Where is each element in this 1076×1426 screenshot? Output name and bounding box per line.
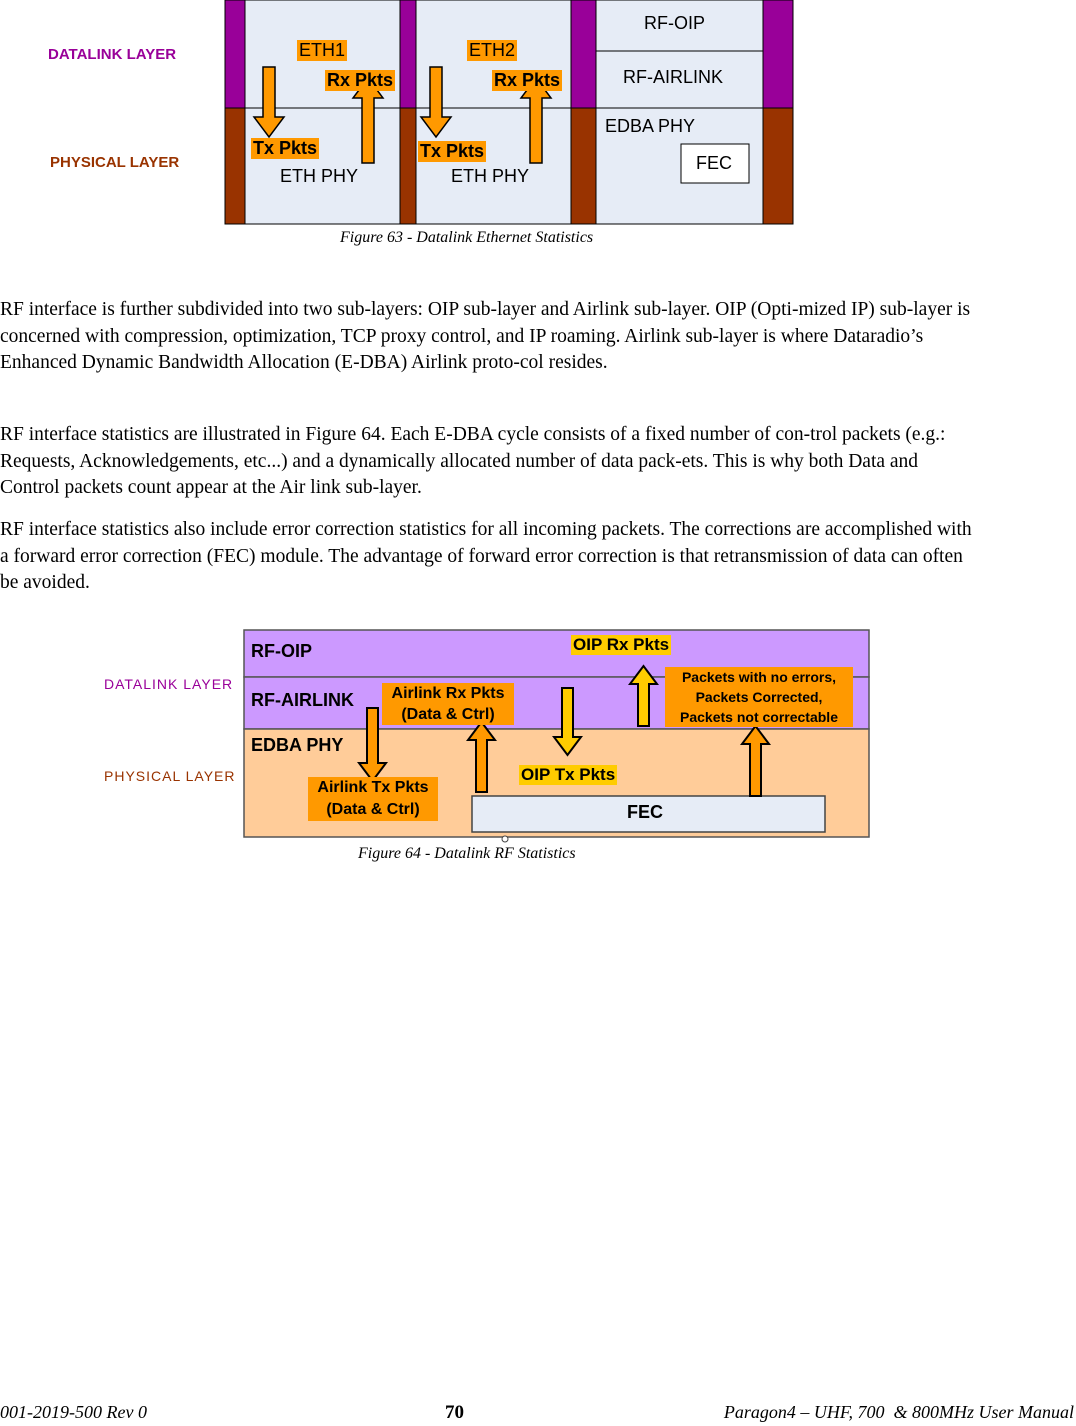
separator-bar-top xyxy=(225,0,245,108)
fec-stats-label xyxy=(665,667,853,727)
separator-bar-top xyxy=(571,0,596,108)
separator-bar-bottom xyxy=(225,108,245,224)
eth2-phy-label: ETH PHY xyxy=(451,166,530,186)
airlink-rx-line-1: Airlink Rx Pkts xyxy=(391,685,505,702)
paragraph-rf-sublayers: RF interface is further subdivided into two sub-layers: OIP sub-layer and Airlink sub-layer. OIP (Opti-mized IP) sub-layer is concerned with compression, optimization, TCP proxy control, and IP roaming. Airlink sub-layer is where Dataradio’s Enhanced Dynamic Bandwidth Allocation (E-DBA) Airlink proto-col resides. xyxy=(0,299,971,373)
eth2-rx-label: Rx Pkts xyxy=(494,70,561,90)
rf-oip-label: RF-OIP xyxy=(251,641,312,661)
eth1-label: ETH1 xyxy=(299,40,346,60)
airlink-tx-line-1: Airlink Tx Pkts xyxy=(317,779,429,796)
physical-layer-label: PHYSICAL LAYER xyxy=(104,768,236,784)
rf-stack-diagram xyxy=(0,620,1076,845)
separator-bar-bottom xyxy=(571,108,596,224)
ethernet-stack-diagram xyxy=(0,0,1076,230)
figure-63 xyxy=(0,0,1076,252)
airlink-tx-line-2: (Data & Ctrl) xyxy=(326,801,420,818)
separator-bar-bottom xyxy=(763,108,793,224)
airlink-rx-line-2: (Data & Ctrl) xyxy=(401,706,495,723)
fec-label: FEC xyxy=(696,153,732,173)
figure-64 xyxy=(0,620,1076,870)
fec-stats-line-1: Packets with no errors, xyxy=(681,669,837,685)
doc-number: 001-2019-500 Rev 0 xyxy=(0,1402,147,1422)
separator-bar-top xyxy=(400,0,416,108)
fec-label: FEC xyxy=(627,802,663,822)
oip-tx-label: OIP Tx Pkts xyxy=(521,765,616,784)
edba-phy-label: EDBA PHY xyxy=(251,735,344,755)
rf-oip-label: RF-OIP xyxy=(644,13,705,33)
paragraph-rf-statistics: RF interface statistics are illustrated in Figure 64. Each E-DBA cycle consists of a fixed number of con-trol packets (e.g.: Requests, Acknowledgements, etc...) and a dynamically allocated number of data pack-ets. This is why both Data and Control packets count appear at the Air link sub-layer. xyxy=(0,424,946,498)
figure-63-caption: Figure 63 - Datalink Ethernet Statistics xyxy=(340,229,594,246)
eth2-label: ETH2 xyxy=(469,40,516,60)
eth1-rx-label: Rx Pkts xyxy=(327,70,394,90)
datalink-layer-label: DATALINK LAYER xyxy=(48,46,177,63)
fec-stats-line-2: Packets Corrected, xyxy=(695,689,823,705)
figure-64-caption: Figure 64 - Datalink RF Statistics xyxy=(358,845,576,862)
fec-stats-line-3: Packets not correctable xyxy=(680,709,838,725)
rf-airlink-label: RF-AIRLINK xyxy=(251,690,354,710)
physical-layer-label: PHYSICAL LAYER xyxy=(50,154,180,171)
manual-title: Paragon4 – UHF, 700 & 800MHz User Manual xyxy=(723,1402,1074,1422)
footer xyxy=(0,1402,1076,1426)
airlink-tx-label xyxy=(308,777,438,821)
airlink-rx-label xyxy=(382,683,514,725)
eth1-tx-label: Tx Pkts xyxy=(253,138,318,158)
oip-rx-label: OIP Rx Pkts xyxy=(573,635,670,654)
paragraph-error-correction: RF interface statistics also include error correction statistics for all incoming packets. The corrections are accomplished with a forward error correction (FEC) module. The advantage of forward error correction is that retransmission of data can often be avoided. xyxy=(0,519,972,593)
eth1-phy-label: ETH PHY xyxy=(280,166,359,186)
datalink-layer-label: DATALINK LAYER xyxy=(104,676,234,692)
eth2-tx-label: Tx Pkts xyxy=(420,141,485,161)
separator-bar-top xyxy=(763,0,793,108)
rf-airlink-label: RF-AIRLINK xyxy=(623,67,724,87)
page-number: 70 xyxy=(445,1402,464,1423)
separator-bar-bottom xyxy=(400,108,416,224)
edba-phy-label: EDBA PHY xyxy=(605,116,696,136)
